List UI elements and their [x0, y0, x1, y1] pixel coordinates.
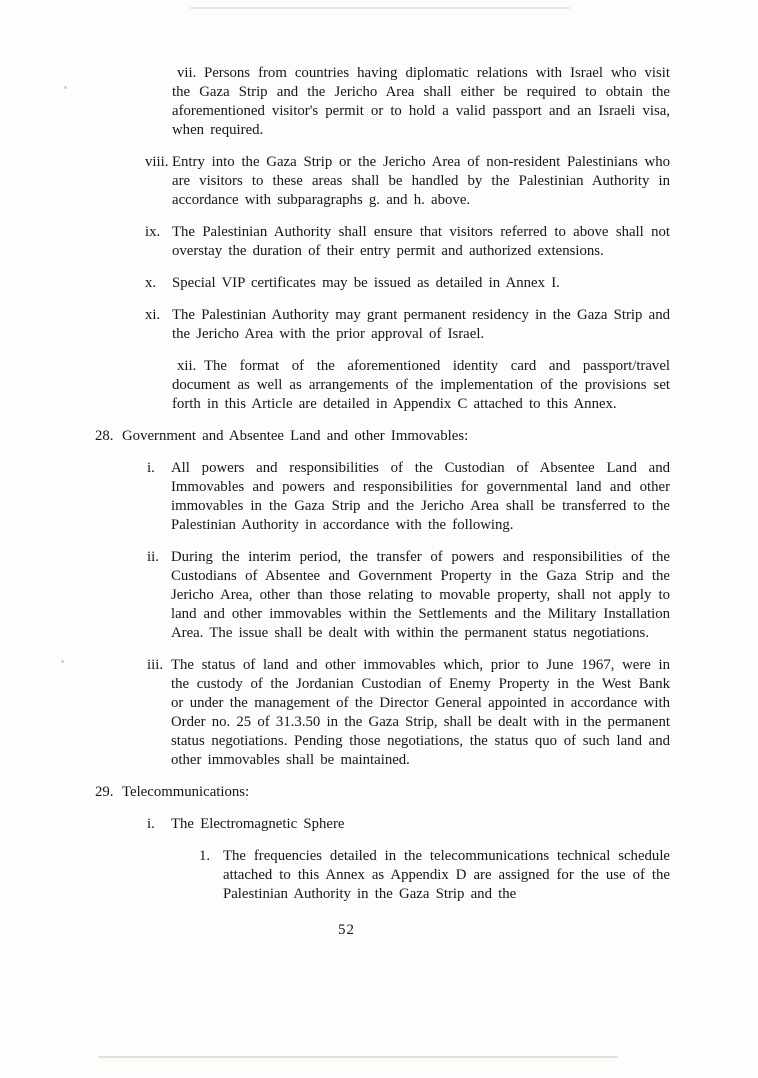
paragraph-text: The Palestinian Authority shall ensure that visitors referred to above shall not overstay the duration of their entry permit and authorized extensions.: [172, 224, 670, 259]
list-item-28-i: [95, 459, 670, 535]
list-marker: x.: [145, 275, 157, 291]
scan-speck: [61, 660, 64, 663]
paragraph-text: The Palestinian Authority may grant permanent residency in the Gaza Strip and the Jericho Area with the prior approval of Israel.: [172, 307, 670, 342]
list-item-viii: [95, 153, 670, 210]
list-marker: i.: [147, 816, 155, 832]
paragraph-text: Entry into the Gaza Strip or the Jericho Area of non-resident Palestinians who are visitors to these areas shall be handled by the Palestinian Authority in accordance with subparagraphs g. and h. above.: [172, 154, 670, 208]
list-marker: vii.: [177, 65, 197, 81]
list-item-xi: [95, 306, 670, 344]
list-marker: ix.: [145, 224, 161, 240]
list-marker: 28.: [95, 428, 114, 444]
paragraph-text: The Electromagnetic Sphere: [171, 816, 345, 832]
paragraph-text: Persons from countries having diplomatic relations with Israel who visit the Gaza Strip and the Jericho Area shall either be required to obtain the aforementioned visitor's permit or to hold a valid passport and an Israeli visa, when required.: [172, 65, 670, 138]
list-marker: i.: [147, 460, 155, 476]
list-item-28-ii: [95, 548, 670, 643]
paragraph-text: Telecommunications:: [122, 784, 250, 800]
list-item-29-i-1: [95, 847, 670, 904]
list-marker: 1.: [199, 848, 211, 864]
list-item-ix: [95, 223, 670, 261]
page-number: 52: [338, 922, 355, 938]
list-marker: xi.: [145, 307, 161, 323]
scan-speck: [64, 86, 67, 89]
list-marker: viii.: [145, 154, 169, 170]
paragraph-text: The frequencies detailed in the telecommunications technical schedule attached to this Annex as Appendix D are assigned for the use of the Palestinian Authority in the Gaza Strip and the: [223, 848, 670, 902]
list-marker: 29.: [95, 784, 114, 800]
paragraph-text: The format of the aforementioned identity card and passport/travel document as well as arrangements of the implementation of the provisions set forth in this Article are detailed in Appendix C attached to this Annex.: [172, 358, 670, 412]
paragraph-text: The status of land and other immovables which, prior to June 1967, were in the custody of the Jordanian Custodian of Enemy Property in the West Bank or under the management of the Director General appointed in accordance with Order no. 25 of 31.3.50 in the Gaza Strip, shall be dealt with in the permanent status negotiations. Pending those negotiations, the status quo of such land and other immovables shall be maintained.: [171, 657, 670, 768]
document-content: [95, 64, 670, 940]
list-marker: xii.: [177, 358, 197, 374]
paragraph-text: During the interim period, the transfer of powers and responsibilities of the Custodians of Absentee and Government Property in the Gaza Strip and the Jericho Area, other than those relating to movable property, shall not apply to land and other immovables within the Settlements and the Military Installation Area. The issue shall be dealt with within the permanent status negotiations.: [171, 549, 670, 641]
scan-artifact-bottom: [98, 1056, 618, 1058]
section-29-heading: [95, 783, 670, 802]
list-item-x: [95, 274, 670, 293]
list-item-vii: [95, 64, 670, 140]
paragraph-text: Special VIP certificates may be issued as detailed in Annex I.: [172, 275, 560, 291]
paragraph-text: Government and Absentee Land and other Immovables:: [122, 428, 469, 444]
list-item-xii: [95, 357, 670, 414]
list-marker: ii.: [147, 549, 159, 565]
list-item-28-iii: [95, 656, 670, 770]
section-28-heading: [95, 427, 670, 446]
list-marker: iii.: [147, 657, 164, 673]
list-item-29-i: [95, 815, 670, 834]
paragraph-text: All powers and responsibilities of the Custodian of Absentee Land and Immovables and powers and responsibilities for governmental land and other immovables in the Gaza Strip and the Jericho Area shall be transferred to the Palestinian Authority in accordance with the following.: [171, 460, 670, 533]
scan-artifact-top: [190, 7, 570, 9]
